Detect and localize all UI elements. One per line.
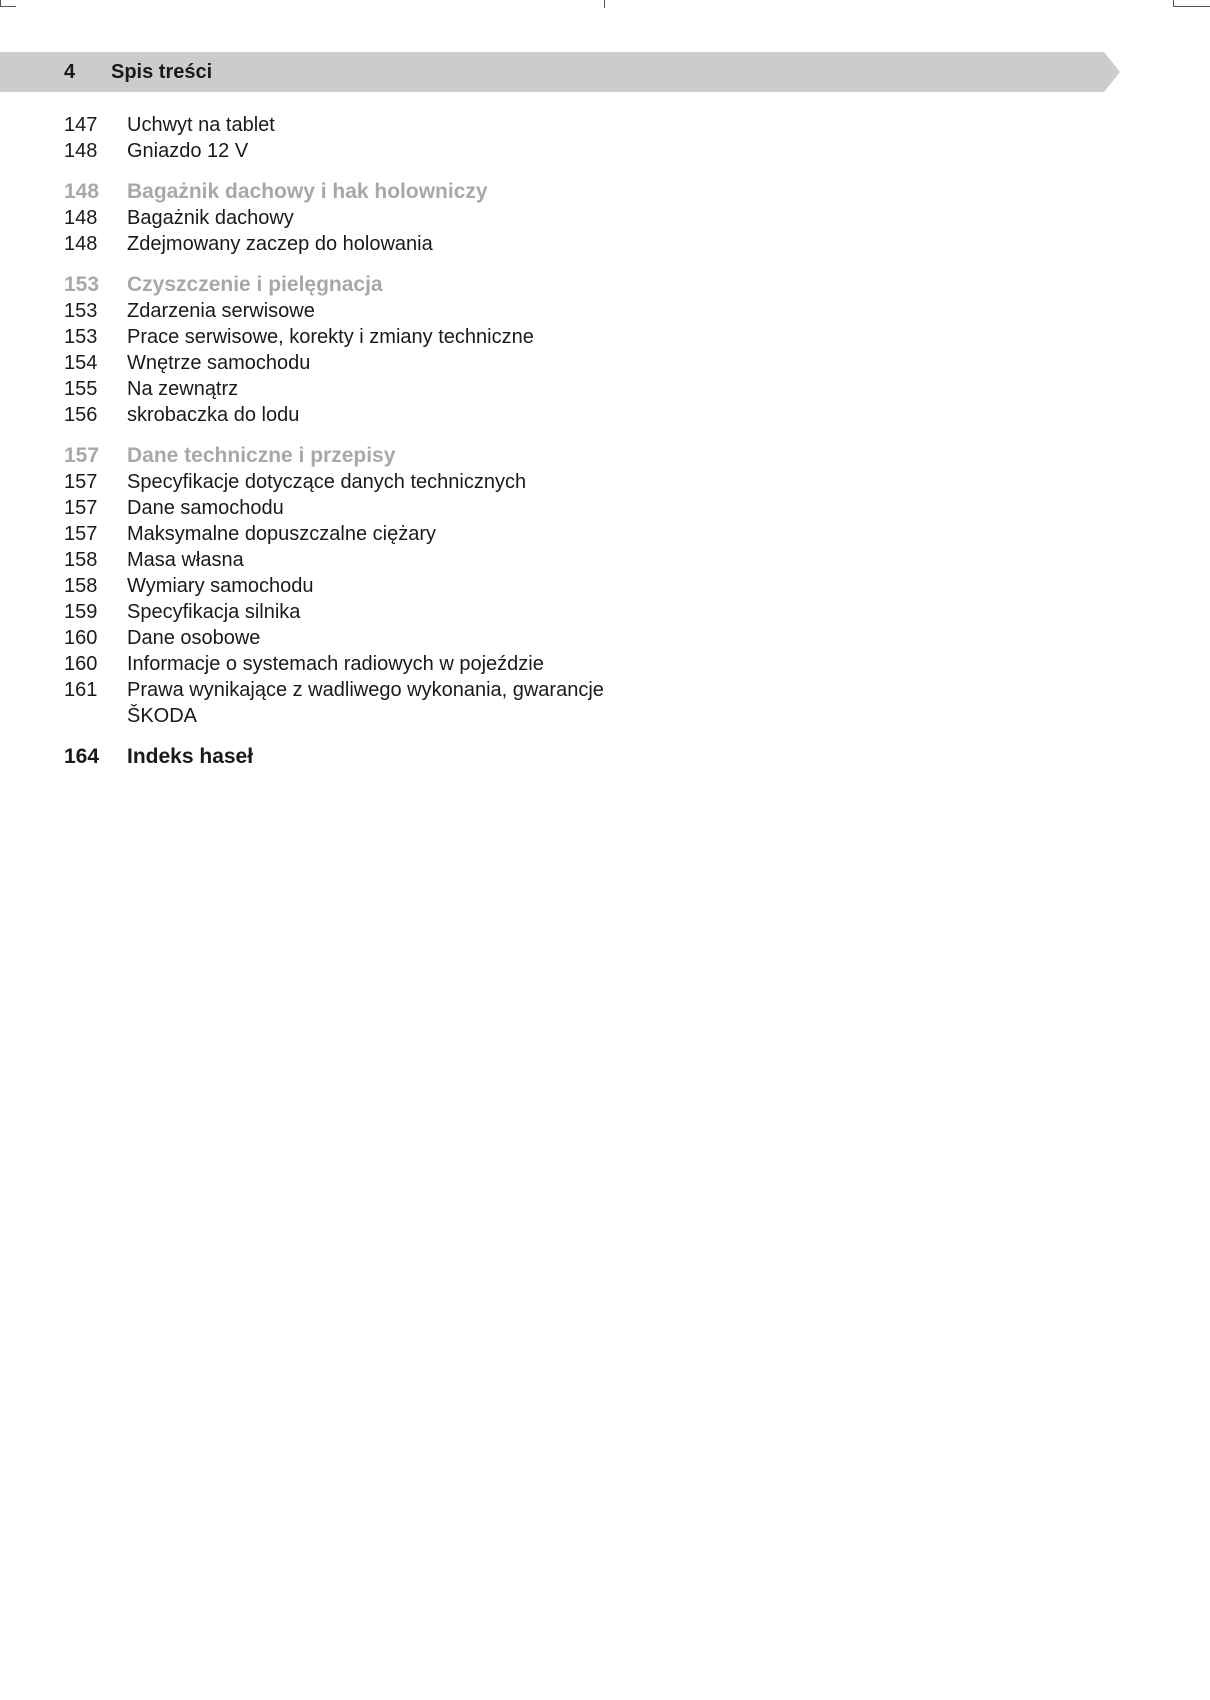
toc-entry-page: 157 [64,471,98,493]
toc-section-heading[interactable] [64,178,624,205]
toc-heading-title: Indeks haseł [127,745,254,768]
toc-entry[interactable] [64,112,624,138]
toc-entry-title: Zdarzenia serwisowe [127,300,315,322]
toc-entry[interactable] [64,599,624,625]
crop-mark-top-left-h [0,6,16,7]
toc-entry[interactable] [64,231,624,257]
toc-entry-title: Maksymalne dopuszczalne ciężary [127,523,437,545]
toc-entry[interactable] [64,625,624,651]
crop-mark-top-right-v [1173,0,1174,6]
toc-entry-page: 148 [64,233,98,255]
toc-entry-title: Masa własna [127,549,244,571]
toc-entry-page: 161 [64,679,98,701]
toc-entry[interactable] [64,205,624,231]
toc-entry[interactable] [64,402,624,428]
toc-entry-title: skrobaczka do lodu [127,404,300,426]
toc-entry-page: 147 [64,114,98,136]
toc-entry-page: 158 [64,549,98,571]
toc-entry-page: 148 [64,140,98,162]
crop-mark-top-right-h [1173,6,1210,7]
toc-entry-page: 158 [64,575,98,597]
toc-entry-title: Na zewnątrz [127,378,239,400]
toc-entry-title: Wymiary samochodu [127,575,314,597]
toc-heading-title: Czyszczenie i pielęgnacja [127,273,383,296]
header-band [0,52,1120,92]
toc-entry-title: Zdejmowany zaczep do holowania [127,233,433,255]
toc-entry[interactable] [64,573,624,599]
crop-mark-top-center [604,0,605,8]
toc-entry-page: 156 [64,404,98,426]
toc-section [64,743,624,770]
toc-entry-title: Gniazdo 12 V [127,140,249,162]
toc-entry[interactable] [64,521,624,547]
toc-section [64,442,624,729]
toc-entry[interactable] [64,547,624,573]
toc-entry[interactable] [64,350,624,376]
header-page-number: 4 [64,61,76,83]
toc-section-heading[interactable] [64,442,624,469]
header-title: Spis treści [111,61,213,83]
toc-entry[interactable] [64,138,624,164]
toc-section [64,112,624,164]
toc-heading-page: 148 [64,180,100,203]
toc-heading-title: Bagażnik dachowy i hak holowniczy [127,180,488,203]
toc-heading-page: 157 [64,444,100,467]
toc-entry-page: 155 [64,378,98,400]
toc-entry-page: 157 [64,523,98,545]
toc-entry-title: Prawa wynikające z wadliwego wykonania, gwarancje ŠKODA [127,679,604,727]
toc-section-heading[interactable] [64,743,624,770]
toc-entry[interactable] [64,651,624,677]
toc-heading-page: 153 [64,273,100,296]
toc-entry-page: 153 [64,300,98,322]
toc-entry-title: Specyfikacja silnika [127,601,301,623]
toc-section [64,178,624,257]
toc-entry[interactable] [64,298,624,324]
toc-entry-page: 153 [64,326,98,348]
toc-heading-page: 164 [64,745,100,768]
toc-entry[interactable] [64,469,624,495]
table-of-contents [64,112,624,784]
toc-section-heading[interactable] [64,271,624,298]
toc-entry-page: 148 [64,207,98,229]
toc-entry-page: 160 [64,627,98,649]
toc-entry-title: Wnętrze samochodu [127,352,311,374]
toc-entry-title: Specyfikacje dotyczące danych technicznych [127,471,527,493]
toc-entry-page: 157 [64,497,98,519]
toc-entry-title: Prace serwisowe, korekty i zmiany techniczne [127,326,534,348]
toc-entry-title: Informacje o systemach radiowych w pojeździe [127,653,544,675]
toc-entry-title: Dane samochodu [127,497,284,519]
toc-entry-title: Uchwyt na tablet [127,114,275,136]
toc-entry[interactable] [64,324,624,350]
toc-entry-page: 154 [64,352,98,374]
toc-heading-title: Dane techniczne i przepisy [127,444,396,467]
toc-entry-title: Dane osobowe [127,627,261,649]
toc-entry[interactable] [64,495,624,521]
toc-entry-page: 160 [64,653,98,675]
toc-entry[interactable] [64,376,624,402]
toc-section [64,271,624,428]
toc-entry[interactable] [64,677,624,729]
toc-entry-title: Bagażnik dachowy [127,207,294,229]
toc-entry-page: 159 [64,601,98,623]
